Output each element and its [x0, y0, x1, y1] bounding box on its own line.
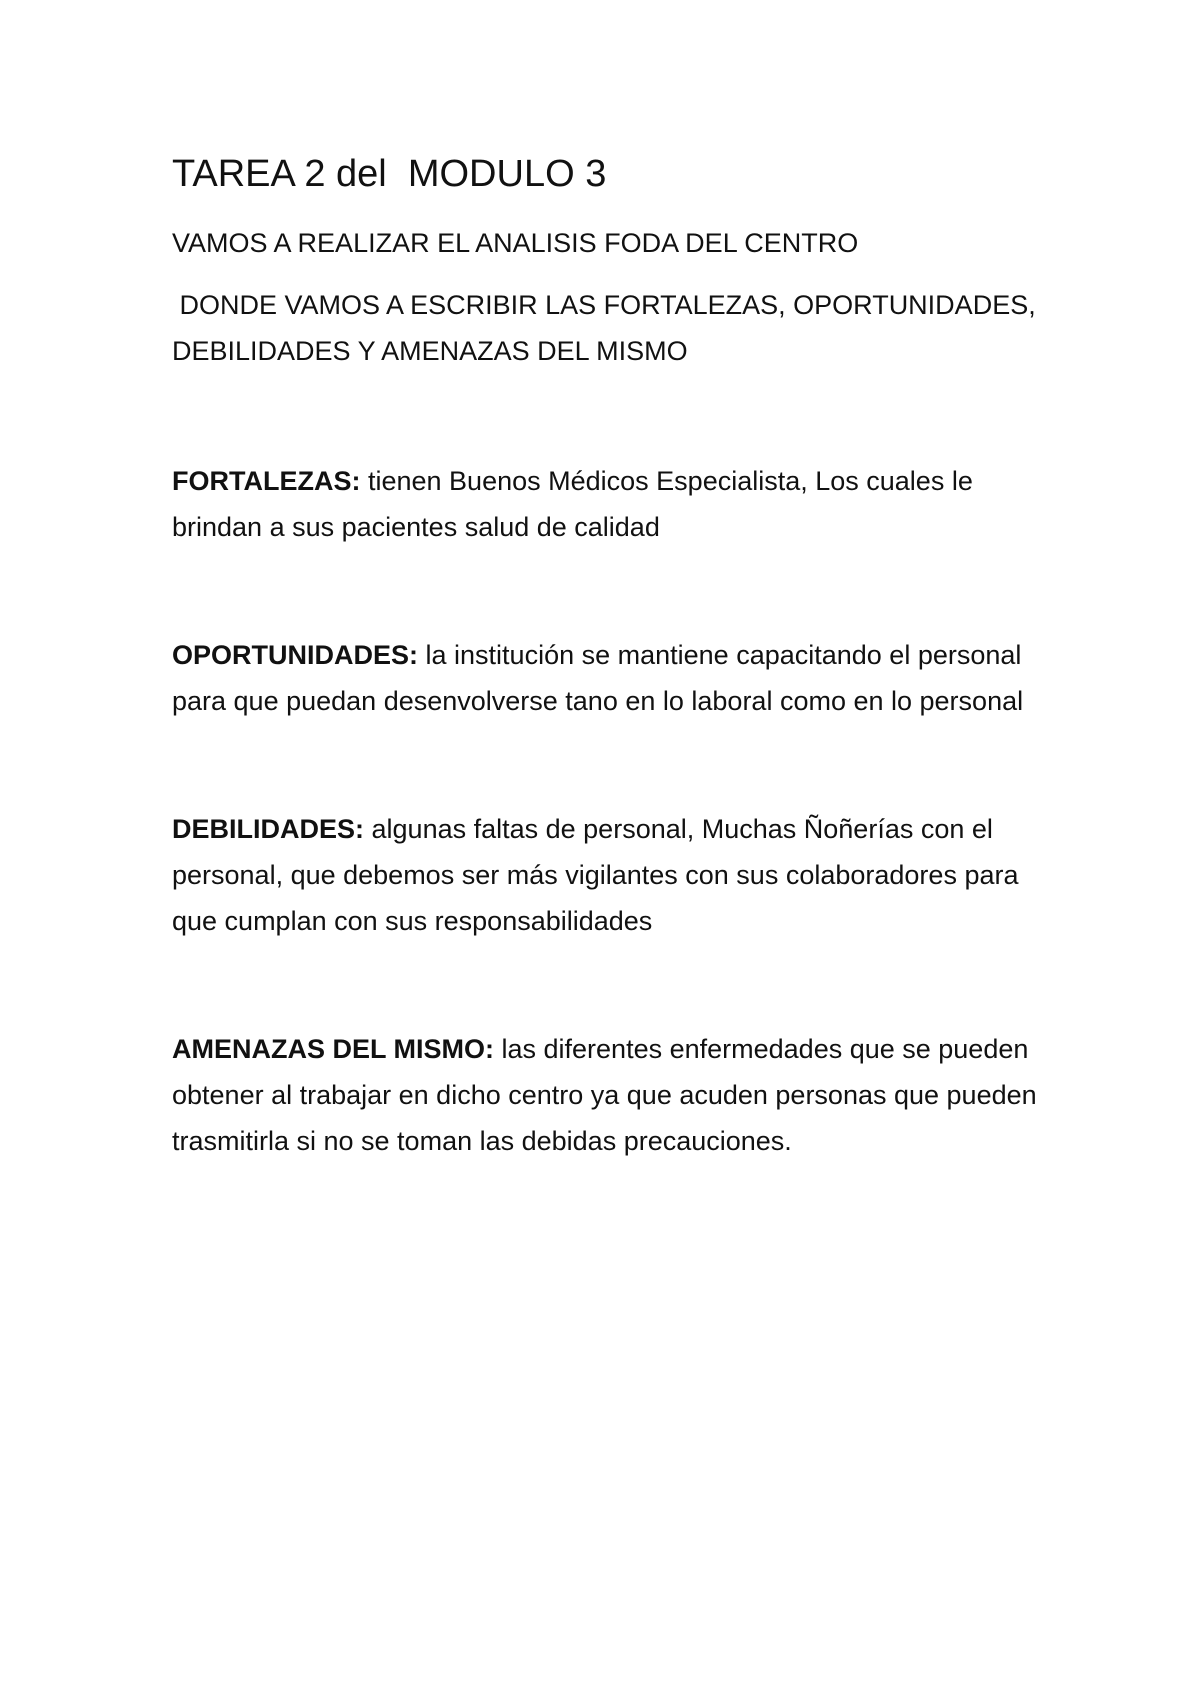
intro-line-1: VAMOS A REALIZAR EL ANALISIS FODA DEL CENTRO — [172, 228, 859, 258]
section-text-debilidades: algunas faltas de personal, Muchas Ñoñerías con el personal, que debemos ser más vigilantes con sus colaboradores para que cumplan con sus responsabilidades — [172, 814, 1026, 936]
section-text-fortalezas: tienen Buenos Médicos Especialista, Los cuales le brindan a sus pacientes salud de calidad — [172, 466, 981, 542]
section-label-fortalezas: FORTALEZAS: — [172, 466, 361, 496]
document-body — [172, 150, 1052, 1164]
section-label-oportunidades: OPORTUNIDADES: — [172, 640, 419, 670]
section-text-oportunidades: la institución se mantiene capacitando el personal para que puedan desenvolverse tano en lo laboral como en lo personal — [172, 640, 1029, 716]
section-label-amenazas: AMENAZAS DEL MISMO: — [172, 1034, 494, 1064]
section-amenazas — [172, 1026, 1052, 1164]
intro-line-2: DONDE VAMOS A ESCRIBIR LAS FORTALEZAS, OPORTUNIDADES, DEBILIDADES Y AMENAZAS DEL MISMO — [172, 290, 1044, 366]
section-text-amenazas: las diferentes enfermedades que se pueden obtener al trabajar en dicho centro ya que acuden personas que pueden trasmitirla si no se toman las debidas precauciones. — [172, 1034, 1045, 1156]
document-title: TAREA 2 del MODULO 3 — [172, 153, 607, 195]
section-fortalezas — [172, 458, 1052, 550]
section-debilidades — [172, 806, 1052, 944]
section-label-debilidades: DEBILIDADES: — [172, 814, 365, 844]
section-oportunidades — [172, 632, 1052, 724]
